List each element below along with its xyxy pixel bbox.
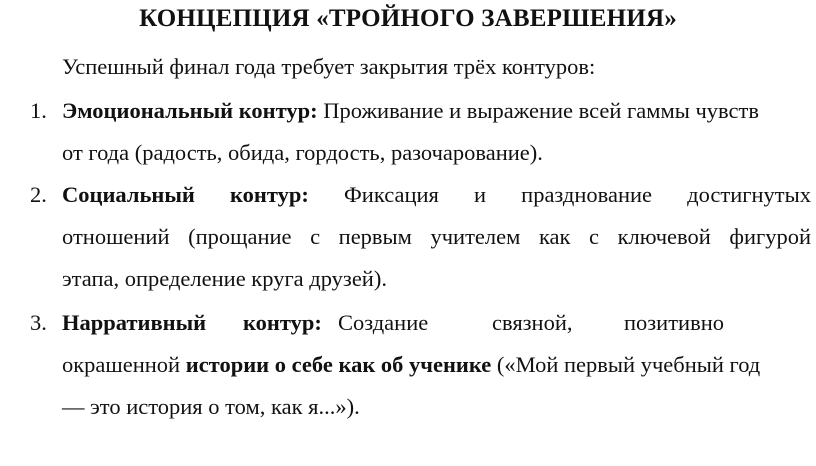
item-3-text-3: — это история о том, как я...»). [62, 394, 360, 419]
item-1-line-1 [62, 96, 759, 126]
item-3-line-2 [62, 350, 760, 380]
item-3-label-word-2-text: контур: [243, 310, 322, 335]
item-2-number: 2. [30, 182, 47, 207]
item-3-label-word-1-text: Нарративный [62, 310, 207, 335]
item-3-label-word-1 [62, 308, 206, 338]
item-2-text-2: отношений (прощание с первым учителем как с ключевой фигурой [62, 224, 811, 249]
item-1-text-2: от года (радость, обида, гордость, разочарование). [62, 140, 543, 165]
item-3-word-2: связной, [492, 310, 573, 335]
item-2-word: празднование [521, 182, 653, 207]
item-1-label: Эмоциональный контур: [62, 98, 318, 123]
item-1-number: 1. [30, 98, 47, 123]
item-1-text-1: Проживание и выражение всей гаммы чувств [323, 98, 759, 123]
item-2-label-word-1: Социальный [62, 182, 195, 207]
item-3-text-2-bold: истории о себе как об ученике [185, 352, 492, 377]
document-title: КОНЦЕПЦИЯ «ТРОЙНОГО ЗАВЕРШЕНИЯ» [139, 5, 677, 32]
item-2-line-1 [62, 180, 811, 210]
item-3-text-2-pre: окрашенной [62, 352, 181, 377]
item-3-label-word-2 [243, 308, 322, 338]
item-2-word: достигнутых [687, 182, 811, 207]
item-2-word: и [474, 182, 487, 207]
intro-paragraph: Успешный финал года требует закрытия трёх контуров: [62, 54, 596, 79]
item-2-text-3: этапа, определение круга друзей). [62, 266, 387, 291]
item-2-label-word-2: контур: [230, 182, 309, 207]
item-3-number: 3. [30, 310, 47, 335]
item-3-word-3: позитивно [624, 310, 725, 335]
item-3-text-2-post: («Мой первый учебный год [496, 352, 761, 377]
item-2-word: Фиксация [344, 182, 439, 207]
item-3-word-1: Создание [338, 310, 429, 335]
